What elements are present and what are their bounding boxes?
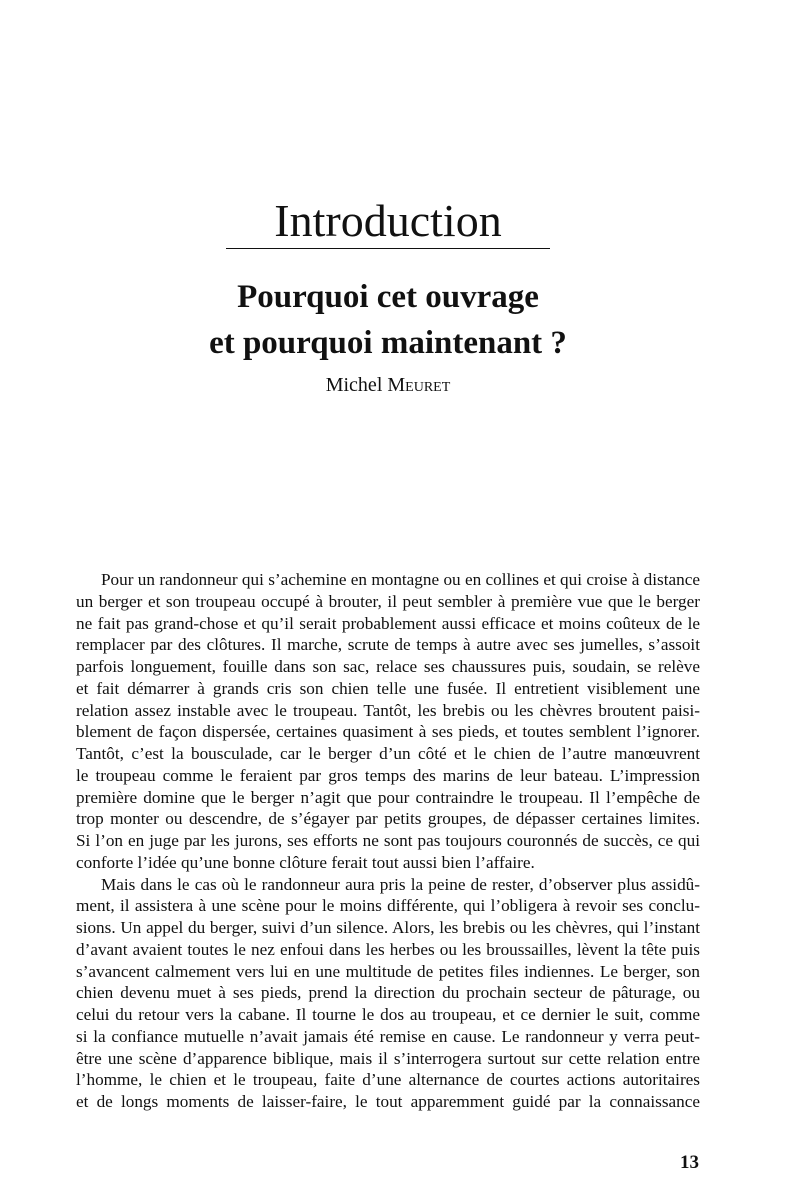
text-line: ne fait pas grand-chose et qu’il serait probablement aussi efficace et moins coûteux de le xyxy=(76,613,700,633)
text-line: Mais dans le cas où le randonneur aura pris la peine de rester, d’observer plus assidû- xyxy=(101,874,700,894)
text-line: sions. Un appel du berger, suivi d’un silence. Alors, les brebis ou les chèvres, qui l’instant xyxy=(76,918,700,937)
title-rule xyxy=(226,248,550,249)
subtitle-line: et pourquoi maintenant ? xyxy=(209,325,567,361)
text-line: Pour un randonneur qui s’achemine en montagne ou en collines et qui croise à distance xyxy=(101,570,700,589)
text-line: l’homme, le chien et le troupeau, faite d’une alternance de courtes actions autoritaires xyxy=(76,1070,700,1090)
text-line: remplacer par des clôtures. Il marche, scrute de temps à autre avec ses jumelles, s’assoit xyxy=(76,635,700,655)
text-line: d’avant avaient toutes le nez enfoui dans les herbes ou les broussailles, lèvent la tête puis xyxy=(76,939,700,959)
page-number: 13 xyxy=(680,1152,699,1173)
text-line: trop monter ou descendre, de s’égayer par petits groupes, de dépasser certaines limites. xyxy=(76,809,700,829)
paragraph xyxy=(76,569,700,874)
text-line: chien devenu muet à ses pieds, prend la direction du prochain secteur de pâturage, ou xyxy=(76,983,700,1003)
chapter-title: Introduction xyxy=(274,195,502,246)
text-line: le troupeau comme le feraient par gros temps des marins de leur bateau. L’impression xyxy=(76,765,700,785)
text-line: un berger et son troupeau occupé à brouter, il peut sembler à première vue que le berger xyxy=(76,591,700,611)
text-line: et fait démarrer à grands cris son chien telle une fusée. Il entretient visiblement une xyxy=(76,678,700,698)
author-surname: Meuret xyxy=(387,374,451,396)
text-line: Si l’on en juge par les jurons, ses efforts ne sont pas toujours couronnés de succès, ce qui xyxy=(76,831,700,850)
text-line: celui du retour vers la cabane. Il tourne le dos au troupeau, et ce dernier le suit, comme xyxy=(76,1005,700,1024)
chapter-subtitle xyxy=(0,274,776,366)
text-line: être une scène d’apparence biblique, mais il s’interrogera surtout sur cette relation entre xyxy=(76,1048,700,1068)
text-line: première domine que le berger n’agit que pour contraindre le troupeau. Il l’empêche de xyxy=(76,787,700,807)
text-line: ment, il assistera à une scène pour le moins différente, qui l’obligera à revoir ses conclu- xyxy=(76,896,700,916)
text-line: s’avancent calmement vers lui en une multitude de petites files indiennes. Le berger, son xyxy=(76,961,700,981)
text-line: relation assez instable avec le troupeau. Tantôt, les brebis ou les chèvres broutent paisi- xyxy=(76,700,700,720)
body-text xyxy=(76,569,700,1113)
subtitle-line: Pourquoi cet ouvrage xyxy=(237,279,539,315)
paragraph xyxy=(76,874,700,1113)
text-line: si la confiance mutuelle n’avait jamais été remise en cause. Le randonneur y verra peut- xyxy=(76,1026,700,1046)
text-line: blement de façon dispersée, certaines quasiment à ses pieds, et toutes semblent l’ignorer. xyxy=(76,722,700,742)
text-line: parfois longuement, fouille dans son sac, relace ses chaussures puis, soudain, se relève xyxy=(76,657,700,676)
text-line: et de longs moments de laisser-faire, le tout apparemment guidé par la connaissance xyxy=(76,1092,700,1111)
author-first-name: Michel xyxy=(325,374,388,396)
author-name xyxy=(0,372,776,398)
text-line: Tantôt, c’est la bousculade, car le berger d’un côté et le chien de l’autre manœuvrent xyxy=(76,744,700,763)
text-line: conforte l’idée qu’une bonne clôture ferait tout aussi bien l’affaire. xyxy=(76,852,535,872)
